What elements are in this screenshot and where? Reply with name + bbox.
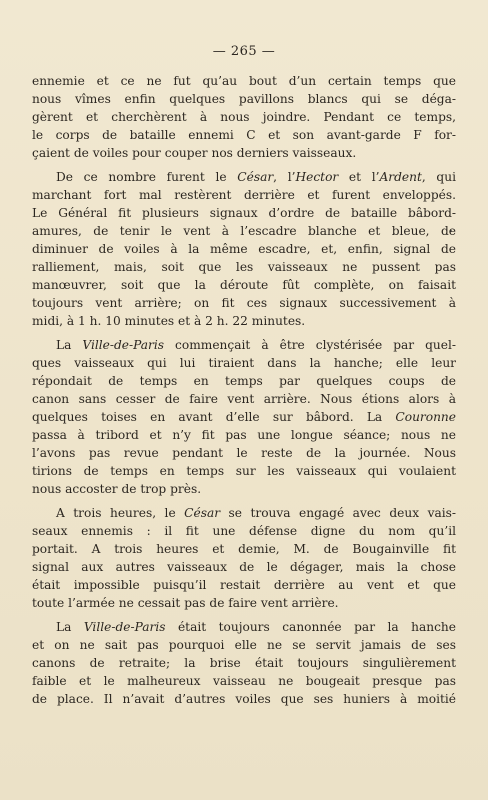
text-line: A trois heures, le César se trouva engagé avec deux vais- [56, 506, 456, 520]
text-line: Le Général fit plusieurs signaux d’ordre de bataille bâbord- [32, 206, 456, 220]
text-line: toute l’armée ne cessait pas de faire vent arrière. [32, 596, 339, 610]
text-line: De ce nombre furent le César, l’Hector et l’Ardent, qui [56, 170, 456, 184]
text-line: répondait de temps en temps par quelques coups de [32, 374, 456, 388]
text-line: ennemie et ce ne fut qu’au bout d’un certain temps que [32, 74, 456, 88]
text-line: ralliement, mais, soit que les vaisseaux ne pussent pas [32, 260, 456, 274]
text-line: ques vaisseaux qui lui tiraient dans la hanche; elle leur [32, 356, 456, 370]
text-line: était impossible puisqu’il restait derrière au vent et que [32, 578, 456, 592]
text-line: toujours vent arrière; on fit ces signaux successivement à [32, 296, 456, 310]
text-line: faible et le malheureux vaisseau ne bougeait presque pas [32, 674, 456, 688]
text-line: diminuer de voiles à la même escadre, et, enfin, signal de [32, 242, 456, 256]
text-line: signal aux autres vaisseaux de le dégager, mais la chose [32, 560, 456, 574]
paragraph-1 [32, 72, 456, 162]
text-line: tirions de temps en temps sur les vaisseaux qui voulaient [32, 464, 456, 478]
body-text [32, 72, 456, 714]
text-line: le corps de bataille ennemi C et son avant-garde F for- [32, 128, 456, 142]
text-line: amures, de tenir le vent à l’escadre blanche et bleue, de [32, 224, 456, 238]
page-number: — 265 — [212, 44, 276, 59]
text-line: çaient de voiles pour couper nos derniers vaisseaux. [32, 146, 357, 160]
text-line: passa à tribord et n’y fit pas une longue séance; nous ne [32, 428, 456, 442]
text-line: de place. Il n’avait d’autres voiles que ses huniers à moitié [32, 692, 456, 706]
text-line: canon sans cesser de faire vent arrière. Nous étions alors à [32, 392, 456, 406]
text-line: gèrent et cherchèrent à nous joindre. Pendant ce temps, [32, 110, 456, 124]
paragraph-5 [32, 618, 456, 708]
text-line: seaux ennemis : il fit une défense digne du nom qu’il [32, 524, 456, 538]
text-line: portait. A trois heures et demie, M. de Bougainville fit [32, 542, 456, 556]
text-line: et on ne sait pas pourquoi elle ne se servit jamais de ses [32, 638, 456, 652]
text-line: midi, à 1 h. 10 minutes et à 2 h. 22 minutes. [32, 314, 306, 328]
text-line: l’avons pas revue pendant le reste de la journée. Nous [32, 446, 456, 460]
text-line: nous vîmes enfin quelques pavillons blancs qui se déga- [32, 92, 456, 106]
text-line: manœuvrer, soit que la déroute fût complète, on faisait [32, 278, 456, 292]
paragraph-3 [32, 336, 456, 498]
text-line: La Ville-de-Paris était toujours canonnée par la hanche [56, 620, 456, 634]
text-line: nous accoster de trop près. [32, 482, 202, 496]
text-line: marchant fort mal restèrent derrière et furent enveloppés. [32, 188, 456, 202]
text-line: quelques toises en avant d’elle sur bâbord. La Couronne [32, 410, 456, 424]
paragraph-4 [32, 504, 456, 612]
text-line: La Ville-de-Paris commençait à être clystérisée par quel- [56, 338, 456, 352]
text-line: canons de retraite; la brise était toujours singulièrement [32, 656, 456, 670]
paragraph-2 [32, 168, 456, 330]
